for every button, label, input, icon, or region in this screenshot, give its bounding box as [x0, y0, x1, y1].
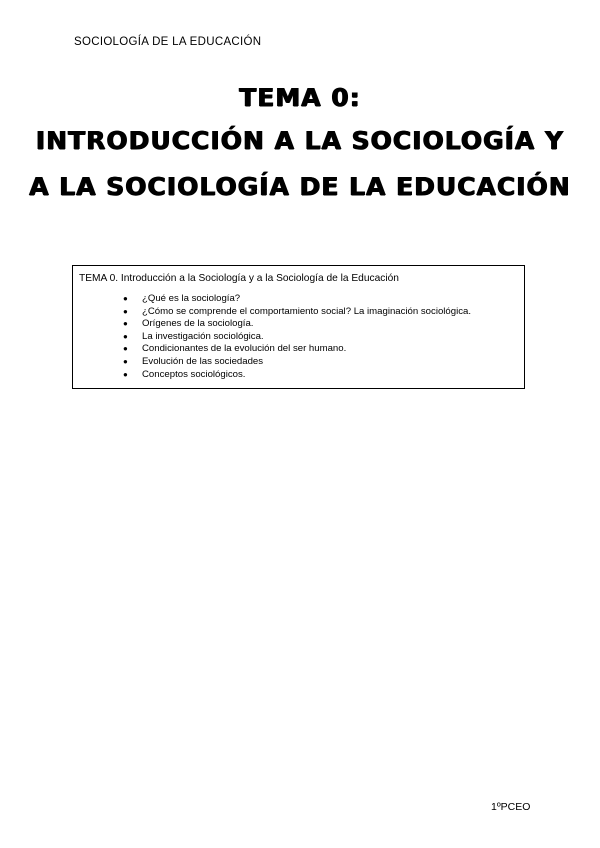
- bullet-icon: ●: [123, 331, 128, 341]
- list-item-text: La investigación sociológica.: [142, 330, 264, 342]
- title-line-1: TEMA 0:: [239, 83, 361, 112]
- contents-box: [72, 265, 525, 389]
- list-item: [123, 343, 518, 356]
- list-item-text: Condicionantes de la evolución del ser humano.: [142, 343, 347, 355]
- list-item-text: ¿Qué es la sociología?: [142, 293, 241, 304]
- document-title: [0, 80, 600, 210]
- list-item-text: Conceptos sociológicos.: [142, 368, 246, 380]
- list-item-text: Evolución de las sociedades: [142, 355, 264, 367]
- list-item: [123, 356, 518, 369]
- page-footer: 1ºPCEO: [491, 801, 531, 813]
- bullet-icon: ●: [123, 294, 128, 303]
- list-item-text: ¿Cómo se comprende el comportamiento social? La imaginación sociológica.: [142, 305, 472, 317]
- list-item: [123, 293, 518, 306]
- bullet-icon: ●: [123, 306, 128, 316]
- bullet-icon: ●: [123, 369, 128, 379]
- list-item: [123, 306, 518, 319]
- bullet-icon: ●: [123, 356, 128, 366]
- bullet-icon: ●: [123, 344, 128, 354]
- list-item: [123, 331, 518, 344]
- title-line-2: INTRODUCCIÓN A LA SOCIOLOGÍA Y: [35, 126, 565, 155]
- contents-heading: TEMA 0. Introducción a la Sociología y a la Sociología de la Educación: [79, 273, 399, 284]
- list-item-text: Orígenes de la sociología.: [142, 318, 254, 330]
- list-item: [123, 318, 518, 331]
- title-line-3: A LA SOCIOLOGÍA DE LA EDUCACIÓN: [29, 172, 571, 201]
- topic-list: [79, 293, 518, 381]
- bullet-icon: ●: [123, 319, 128, 329]
- page-header: SOCIOLOGÍA DE LA EDUCACIÓN: [74, 36, 262, 48]
- list-item: [123, 369, 518, 382]
